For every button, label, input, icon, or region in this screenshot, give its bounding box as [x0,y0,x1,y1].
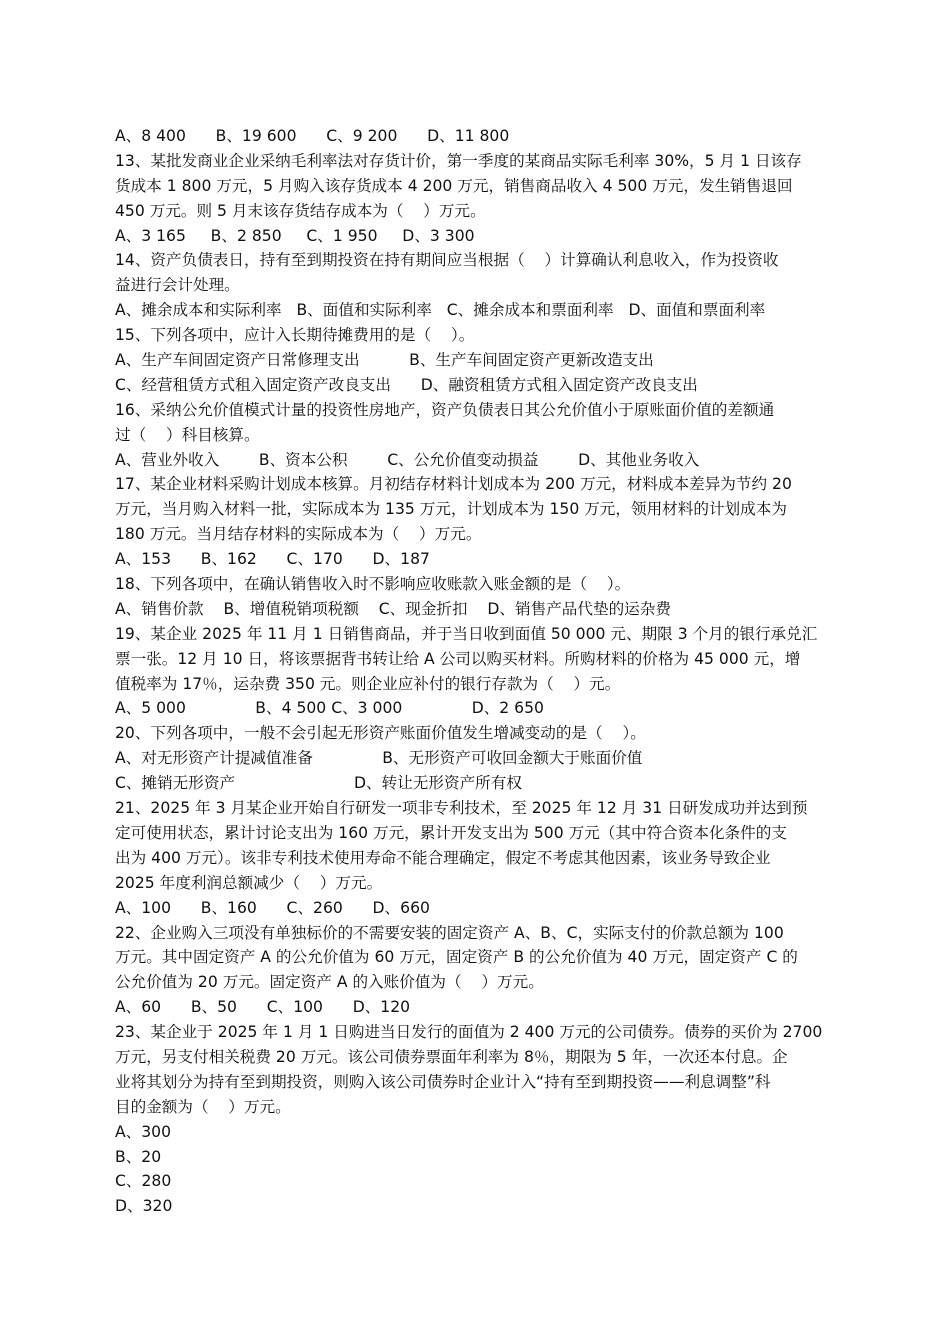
question-13-line: 13、某批发商业企业采纳毛利率法对存货计价，第一季度的某商品实际毛利率 30%，5 月 1 日该存 [115,151,802,170]
text-line: A、8 400 B、19 600 C、9 200 D、11 800 [115,127,510,145]
text-line: 益进行会计处理。 [115,276,240,295]
options-line: C、经营租赁方式租入固定资产改良支出 D、融资租赁方式租入固定资产改良支出 [115,375,698,394]
question-20-line: 20、下列各项中，一般不会引起无形资产账面价值发生增减变动的是（ ）。 [115,724,646,743]
question-15-line: 15、下列各项中，应计入长期待摊费用的是（ ）。 [115,326,475,345]
options-line: A、60 B、50 C、100 D、120 [115,998,411,1017]
options-line: A、营业外收入 B、资本公积 C、公允价值变动损益 D、其他业务收入 [115,450,700,469]
text-line: 万元。其中固定资产 A 的公允价值为 60 万元，固定资产 B 的公允价值为 40 万元，固定资产 C 的 [115,948,798,967]
options-line: A、对无形资产计提减值准备 B、无形资产可收回金额大于账面价值 [115,749,643,768]
question-16-line: 16、采纳公允价值模式计量的投资性房地产，资产负债表日其公允价值小于原账面价值的差额通 [115,400,775,419]
text-line: 值税率为 17％，运杂费 350 元。则企业应补付的银行存款为（ ）元。 [115,674,621,693]
question-22-line: 22、企业购入三项没有单独标价的不需要安装的固定资产 A、B、C，实际支付的价款总额为 100 [115,923,784,942]
question-19-line: 19、某企业 2025 年 11 月 1 日销售商品，并于当日收到面值 50 000 元、期限 3 个月的银行承兑汇 [115,624,818,643]
text-line: 公允价值为 20 万元。固定资产 A 的入账价值为（ ）万元。 [115,973,544,992]
text-line: 出为 400 万元）。该非专利技术使用寿命不能合理确定，假定不考虑其他因素，该业务导致企业 [115,848,771,867]
options-line: A、摊余成本和实际利率 B、面值和实际利率 C、摊余成本和票面利率 D、面值和票面利率 [115,301,766,320]
option-b: B、20 [115,1147,162,1166]
option-c: C、280 [115,1172,172,1191]
options-line: A、销售价款 B、增值税销项税额 C、现金折扣 D、销售产品代垫的运杂费 [115,599,671,618]
options-line: C、摊销无形资产 D、转让无形资产所有权 [115,774,522,793]
options-line: A、3 165 B、2 850 C、1 950 D、3 300 [115,226,475,245]
text-line: 货成本 1 800 万元，5 月购入该存货成本 4 200 万元，销售商品收入 4 500 万元，发生销售退回 [115,176,793,195]
text-line: 万元，当月购入材料一批，实际成本为 135 万元，计划成本为 150 万元，领用材料的计划成本为 [115,500,787,519]
option-d: D、320 [115,1197,173,1216]
options-line: A、5 000 B、4 500 C、3 000 D、2 650 [115,699,544,718]
question-14-line: 14、资产负债表日，持有至到期投资在持有期间应当根据（ ）计算确认利息收入，作为投资收 [115,251,779,270]
question-18-line: 18、下列各项中，在确认销售收入时不影响应收账款入账金额的是（ ）。 [115,575,631,594]
text-line: 过（ ）科目核算。 [115,425,260,444]
options-line: A、100 B、160 C、260 D、660 [115,898,430,917]
text-line: 票一张。12 月 10 日，将该票据背书转让给 A 公司以购买材料。所购材料的价格为 45 000 元，增 [115,649,801,668]
question-23-line: 23、某企业于 2025 年 1 月 1 日购进当日发行的面值为 2 400 万元的公司债券。债券的买价为 2700 [115,1023,823,1042]
text-line: 业将其划分为持有至到期投资，则购入该公司债券时企业计入“持有至到期投资——利息调整”科 [115,1072,771,1091]
text-line: 目的金额为（ ）万元。 [115,1097,291,1116]
text-line: 万元，另支付相关税费 20 万元。该公司债券票面年利率为 8％，期限为 5 年，一次还本付息。企 [115,1047,788,1066]
text-line: 450 万元。则 5 月末该存货结存成本为（ ）万元。 [115,201,486,220]
question-17-line: 17、某企业材料采购计划成本核算。月初结存材料计划成本为 200 万元，材料成本差异为节约 20 [115,475,792,494]
option-a: A、300 [115,1122,172,1141]
document-body [115,124,835,1219]
text-line: 定可使用状态，累计讨论支出为 160 万元，累计开发支出为 500 万元（其中符合资本化条件的支 [115,823,787,842]
options-line: A、153 B、162 C、170 D、187 [115,550,430,569]
text-line: 180 万元。当月结存材料的实际成本为（ ）万元。 [115,525,482,544]
text-line: 2025 年度利润总额减少（ ）万元。 [115,873,383,892]
options-line: A、生产车间固定资产日常修理支出 B、生产车间固定资产更新改造支出 [115,351,654,370]
question-21-line: 21、2025 年 3 月某企业开始自行研发一项非专利技术，至 2025 年 12 月 31 日研发成功并达到预 [115,799,808,818]
